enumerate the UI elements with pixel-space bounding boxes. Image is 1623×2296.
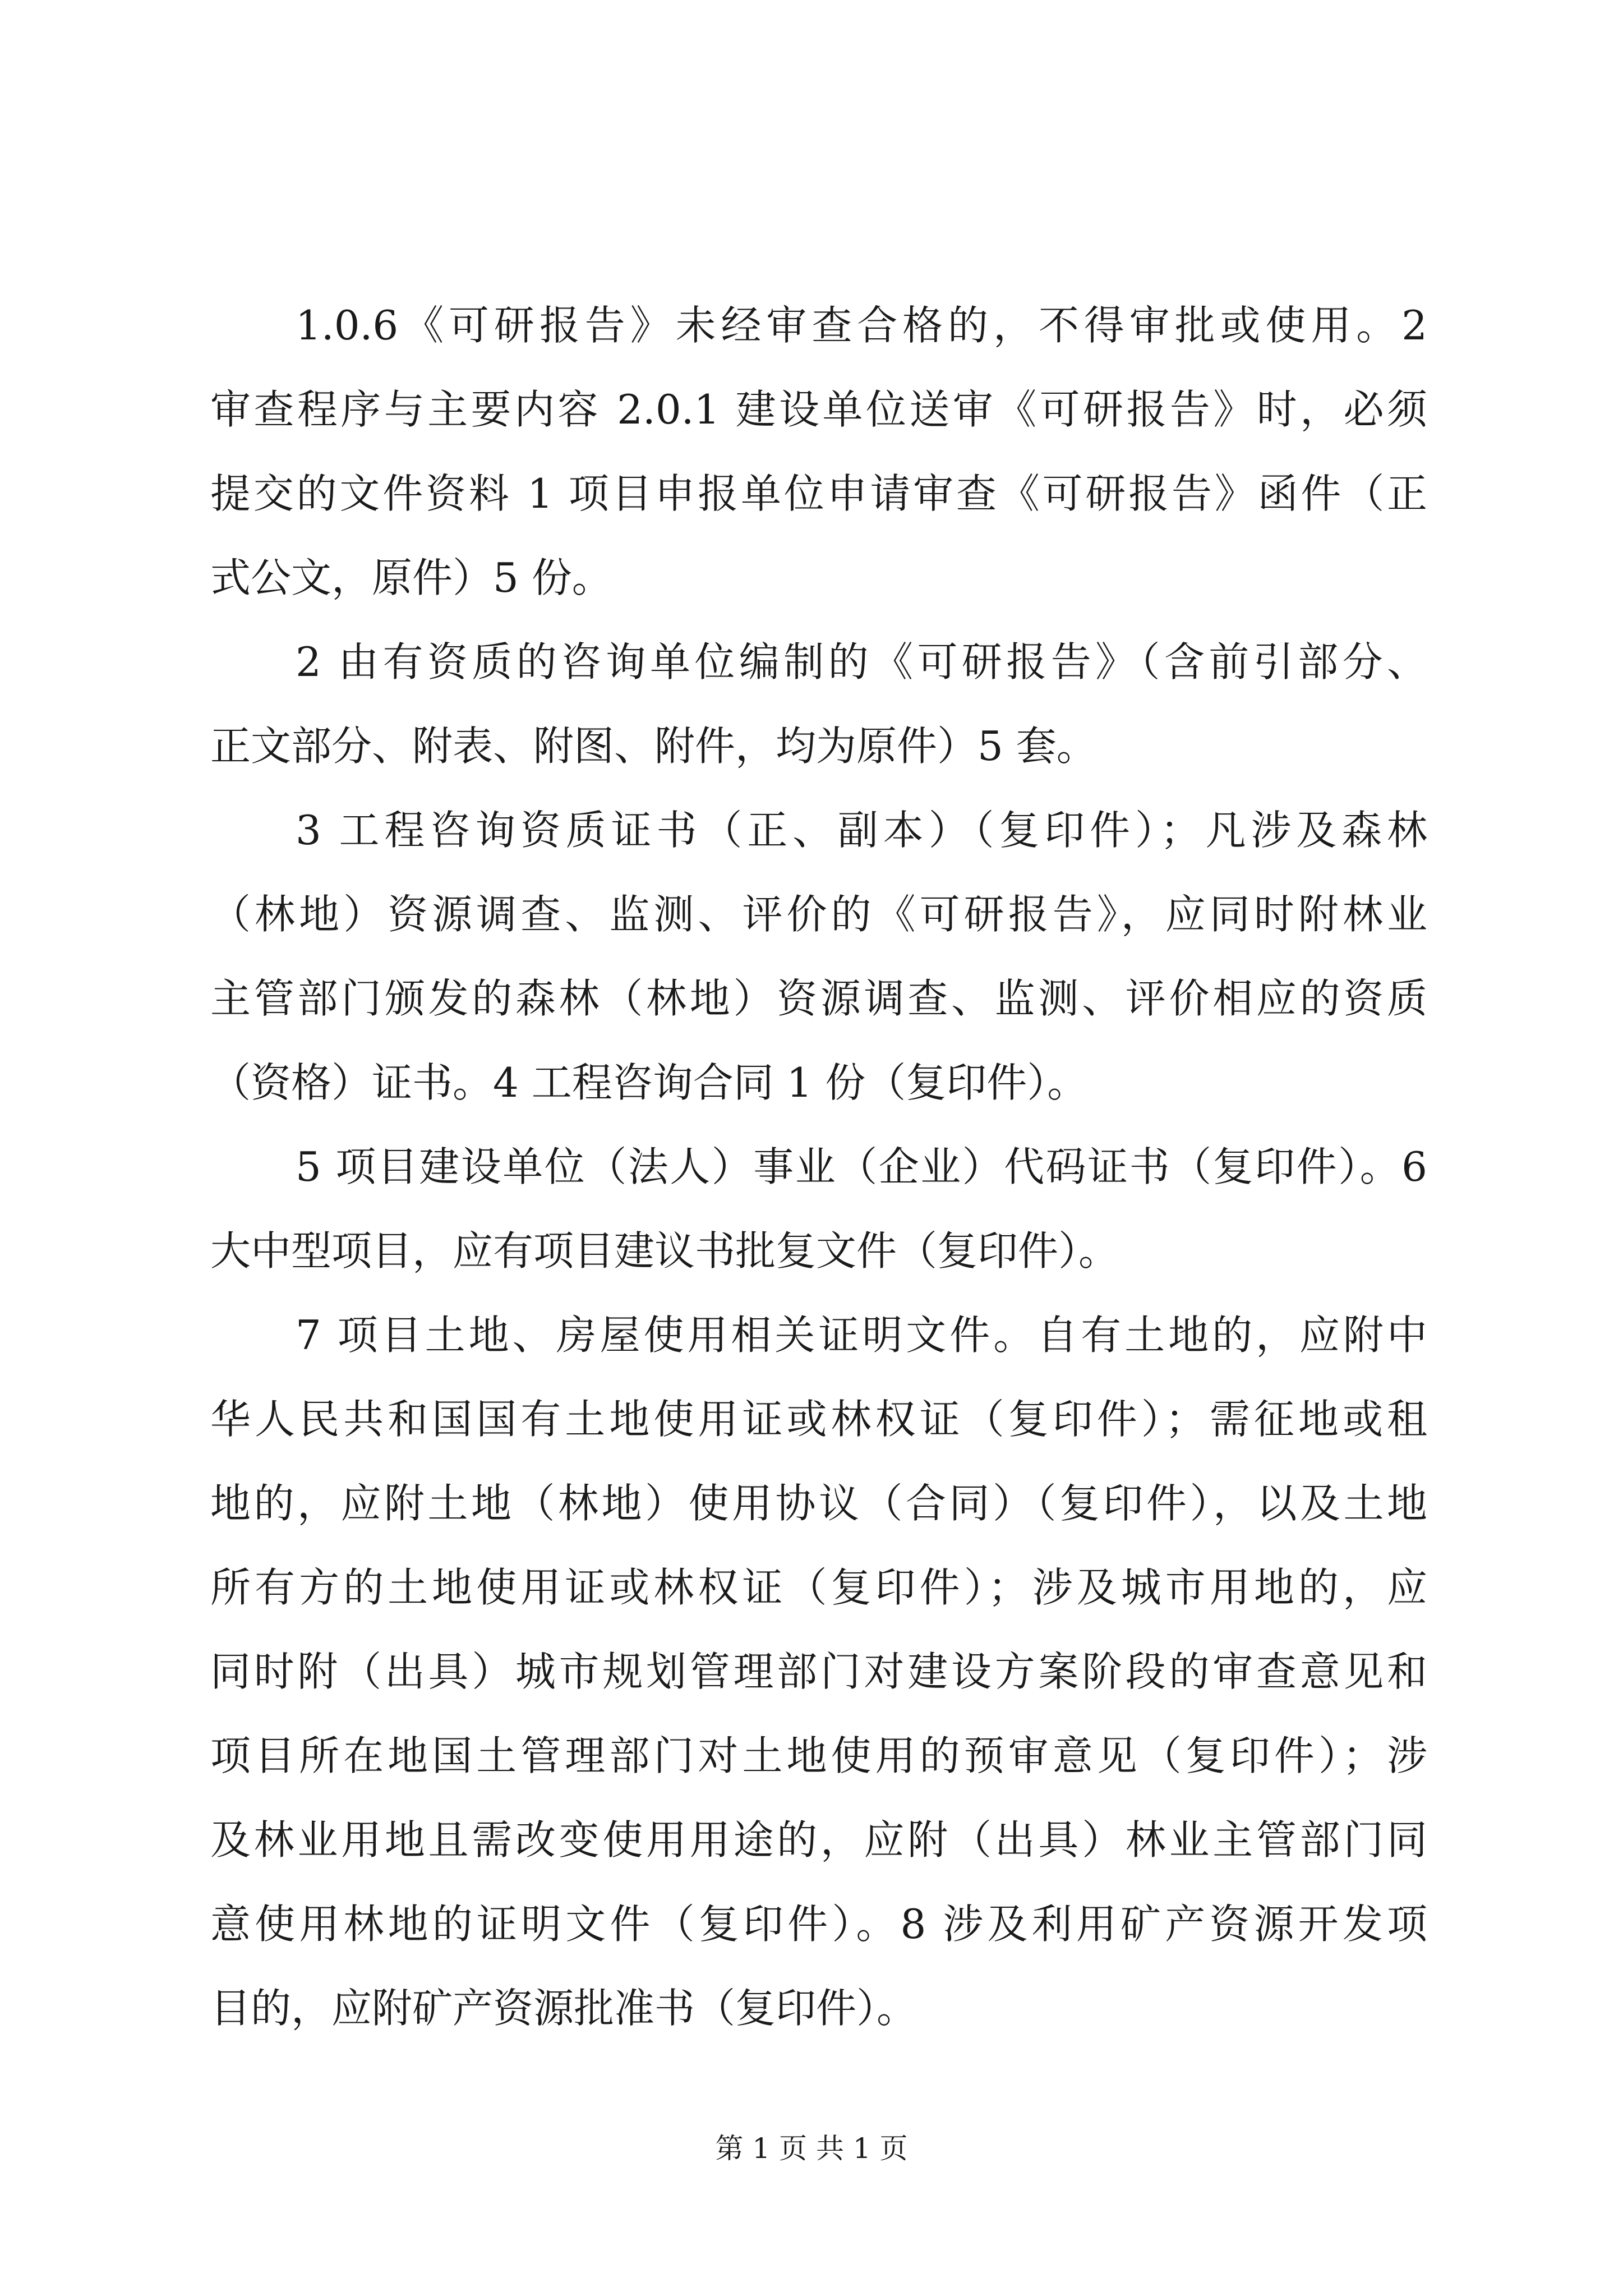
- text-line: 地的，应附土地（林地）使用协议（合同）（复印件），以及土地: [210, 1480, 1427, 1527]
- text-line: 5 项目建设单位（法人）事业（企业）代码证书（复印件）。6: [296, 1143, 1427, 1190]
- text-line: 意使用林地的证明文件（复印件）。8 涉及利用矿产资源开发项: [210, 1901, 1427, 1948]
- text-line: 大中型项目，应有项目建议书批复文件（复印件）。: [210, 1227, 1119, 1274]
- text-line: 同时附（出具）城市规划管理部门对建设方案阶段的审查意见和: [210, 1648, 1427, 1695]
- text-line: 提交的文件资料 1 项目申报单位申请审查《可研报告》函件（正: [210, 470, 1427, 517]
- text-line: 项目所在地国土管理部门对土地使用的预审意见（复印件）；涉: [210, 1732, 1427, 1779]
- text-line: 式公文，原件）5 份。: [210, 554, 612, 601]
- document-body: [210, 283, 1427, 2050]
- text-line: 2 由有资质的咨询单位编制的《可研报告》（含前引部分、: [296, 638, 1427, 685]
- text-line: （资格）证书。4 工程咨询合同 1 份（复印件）。: [210, 1059, 1088, 1106]
- text-line: 华人民共和国国有土地使用证或林权证（复印件）；需征地或租: [210, 1396, 1427, 1443]
- text-line: 7 项目土地、房屋使用相关证明文件。自有土地的，应附中: [296, 1312, 1427, 1359]
- text-line: 审查程序与主要内容 2.0.1 建设单位送审《可研报告》时，必须: [210, 386, 1427, 433]
- text-line: 所有方的土地使用证或林权证（复印件）；涉及城市用地的，应: [210, 1564, 1427, 1611]
- text-line: 及林业用地且需改变使用用途的，应附（出具）林业主管部门同: [210, 1816, 1427, 1864]
- text-line: 1.0.6《可研报告》未经审查合格的，不得审批或使用。2: [296, 302, 1427, 349]
- text-line: 3 工程咨询资质证书（正、副本）（复印件）；凡涉及森林: [296, 807, 1427, 854]
- text-line: 主管部门颁发的森林（林地）资源调查、监测、评价相应的资质: [210, 975, 1427, 1022]
- text-line: （林地）资源调查、监测、评价的《可研报告》，应同时附林业: [210, 891, 1427, 938]
- text-line: 目的，应附矿产资源批准书（复印件）。: [210, 1985, 917, 2032]
- text-line: 正文部分、附表、附图、附件，均为原件）5 套。: [210, 723, 1097, 770]
- page-footer: 第 1 页 共 1 页: [715, 2132, 908, 2165]
